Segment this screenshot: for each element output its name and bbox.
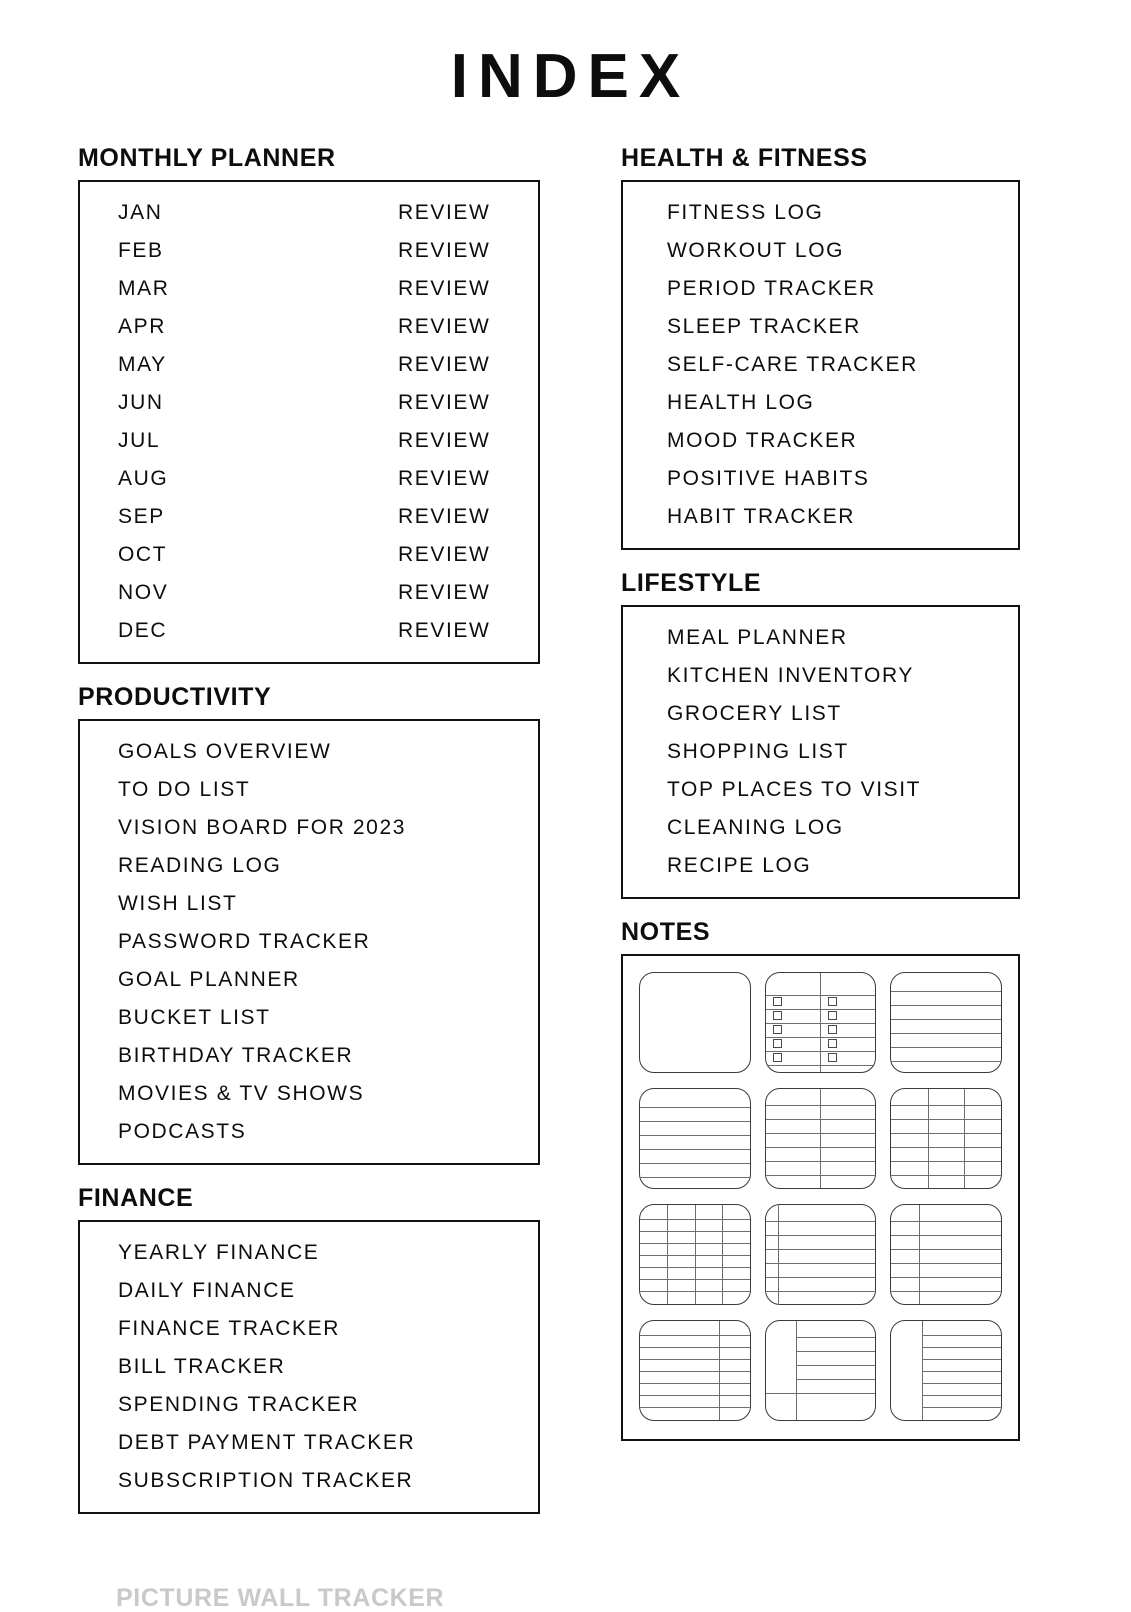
list-item[interactable] xyxy=(80,536,538,574)
list-item[interactable]: FINANCE TRACKER xyxy=(118,1317,340,1340)
list-item[interactable]: TOP PLACES TO VISIT xyxy=(667,778,922,801)
month-label: JAN xyxy=(118,201,163,224)
two-column-grid-page[interactable] xyxy=(765,1088,877,1189)
productivity-list xyxy=(78,719,540,1165)
section-finance xyxy=(78,1186,540,1514)
list-item[interactable]: DAILY FINANCE xyxy=(118,1279,296,1302)
month-label: FEB xyxy=(118,239,164,262)
section-heading-picture-wall-tracker: PICTURE WALL TRACKER xyxy=(116,1584,445,1612)
split-left-blank-ruled-page[interactable] xyxy=(890,1320,1002,1421)
list-item[interactable]: FITNESS LOG xyxy=(667,201,824,224)
section-notes xyxy=(621,920,1020,1441)
section-heading-notes: NOTES xyxy=(621,918,711,946)
finance-list xyxy=(78,1220,540,1514)
list-item[interactable]: SUBSCRIPTION TRACKER xyxy=(118,1469,414,1492)
list-item[interactable]: PASSWORD TRACKER xyxy=(118,930,371,953)
list-item[interactable]: KITCHEN INVENTORY xyxy=(667,664,914,687)
month-label: MAR xyxy=(118,277,170,300)
list-item[interactable]: RECIPE LOG xyxy=(667,854,812,877)
list-item[interactable]: MEAL PLANNER xyxy=(667,626,848,649)
list-item[interactable]: WORKOUT LOG xyxy=(667,239,845,262)
month-label: DEC xyxy=(118,619,168,642)
list-item[interactable]: BIRTHDAY TRACKER xyxy=(118,1044,354,1067)
ruled-page-narrow-margin[interactable] xyxy=(765,1204,877,1305)
review-label: REVIEW xyxy=(398,429,491,452)
month-label: SEP xyxy=(118,505,165,528)
list-item[interactable] xyxy=(80,422,538,460)
list-item[interactable] xyxy=(80,574,538,612)
review-label: REVIEW xyxy=(398,619,491,642)
list-item[interactable] xyxy=(80,384,538,422)
list-item[interactable] xyxy=(80,194,538,232)
list-item[interactable]: PERIOD TRACKER xyxy=(667,277,876,300)
section-health-fitness xyxy=(621,146,1020,550)
list-item[interactable] xyxy=(80,460,538,498)
notes-thumbnail-grid xyxy=(639,972,1002,1421)
section-heading-monthly-planner: MONTHLY PLANNER xyxy=(78,144,336,172)
notes-thumbnail-panel xyxy=(621,954,1020,1441)
list-item[interactable]: VISION BOARD FOR 2023 xyxy=(118,816,407,839)
month-label: APR xyxy=(118,315,166,338)
list-item[interactable]: MOOD TRACKER xyxy=(667,429,858,452)
list-item[interactable]: SLEEP TRACKER xyxy=(667,315,861,338)
blank-page[interactable] xyxy=(639,972,751,1073)
ruled-page-right-column[interactable] xyxy=(639,1320,751,1421)
review-label: REVIEW xyxy=(398,201,491,224)
section-heading-health-fitness: HEALTH & FITNESS xyxy=(621,144,868,172)
four-column-grid-page[interactable] xyxy=(639,1204,751,1305)
list-item[interactable]: SPENDING TRACKER xyxy=(118,1393,360,1416)
section-heading-finance: FINANCE xyxy=(78,1184,194,1212)
list-item[interactable]: SHOPPING LIST xyxy=(667,740,849,763)
list-item[interactable]: CLEANING LOG xyxy=(667,816,844,839)
section-heading-productivity: PRODUCTIVITY xyxy=(78,683,272,711)
list-item[interactable]: SELF-CARE TRACKER xyxy=(667,353,918,376)
ruled-page-left-column[interactable] xyxy=(890,1204,1002,1305)
list-item[interactable]: READING LOG xyxy=(118,854,282,877)
review-label: REVIEW xyxy=(398,581,491,604)
list-item[interactable]: BILL TRACKER xyxy=(118,1355,286,1378)
list-item[interactable]: GROCERY LIST xyxy=(667,702,842,725)
list-item[interactable]: PODCASTS xyxy=(118,1120,247,1143)
list-item[interactable]: YEARLY FINANCE xyxy=(118,1241,320,1264)
list-item[interactable]: BUCKET LIST xyxy=(118,1006,271,1029)
ruled-page[interactable] xyxy=(639,1088,751,1189)
review-label: REVIEW xyxy=(398,277,491,300)
list-item[interactable] xyxy=(80,308,538,346)
month-label: AUG xyxy=(118,467,169,490)
list-item[interactable] xyxy=(80,232,538,270)
list-item[interactable] xyxy=(80,270,538,308)
list-item[interactable]: WISH LIST xyxy=(118,892,238,915)
section-heading-lifestyle: LIFESTYLE xyxy=(621,569,762,597)
month-label: JUL xyxy=(118,429,161,452)
month-label: OCT xyxy=(118,543,168,566)
list-item[interactable] xyxy=(80,612,538,650)
list-item[interactable]: GOAL PLANNER xyxy=(118,968,300,991)
month-label: NOV xyxy=(118,581,169,604)
month-label: JUN xyxy=(118,391,164,414)
review-label: REVIEW xyxy=(398,543,491,566)
checklist-two-column-page[interactable] xyxy=(765,972,877,1073)
review-label: REVIEW xyxy=(398,239,491,262)
review-label: REVIEW xyxy=(398,467,491,490)
lifestyle-list xyxy=(621,605,1020,899)
health-fitness-list xyxy=(621,180,1020,550)
ruled-page[interactable] xyxy=(890,972,1002,1073)
review-label: REVIEW xyxy=(398,505,491,528)
list-item[interactable] xyxy=(80,498,538,536)
list-item[interactable]: TO DO LIST xyxy=(118,778,251,801)
review-label: REVIEW xyxy=(398,315,491,338)
list-item[interactable]: HABIT TRACKER xyxy=(667,505,856,528)
section-productivity xyxy=(78,685,540,1165)
list-item[interactable]: HEALTH LOG xyxy=(667,391,815,414)
left-column xyxy=(78,146,540,1514)
list-item[interactable] xyxy=(80,346,538,384)
section-monthly-planner xyxy=(78,146,540,664)
list-item[interactable]: POSITIVE HABITS xyxy=(667,467,870,490)
right-column xyxy=(621,146,1020,1441)
month-label: MAY xyxy=(118,353,167,376)
review-label: REVIEW xyxy=(398,353,491,376)
list-item[interactable]: MOVIES & TV SHOWS xyxy=(118,1082,365,1105)
list-item[interactable]: DEBT PAYMENT TRACKER xyxy=(118,1431,416,1454)
review-label: REVIEW xyxy=(398,391,491,414)
section-lifestyle xyxy=(621,571,1020,899)
page-title: INDEX xyxy=(450,42,691,111)
list-item[interactable]: GOALS OVERVIEW xyxy=(118,740,332,763)
three-column-grid-page[interactable] xyxy=(890,1088,1002,1189)
split-left-blank-ruled-page[interactable] xyxy=(765,1320,877,1421)
monthly-planner-list xyxy=(78,180,540,664)
